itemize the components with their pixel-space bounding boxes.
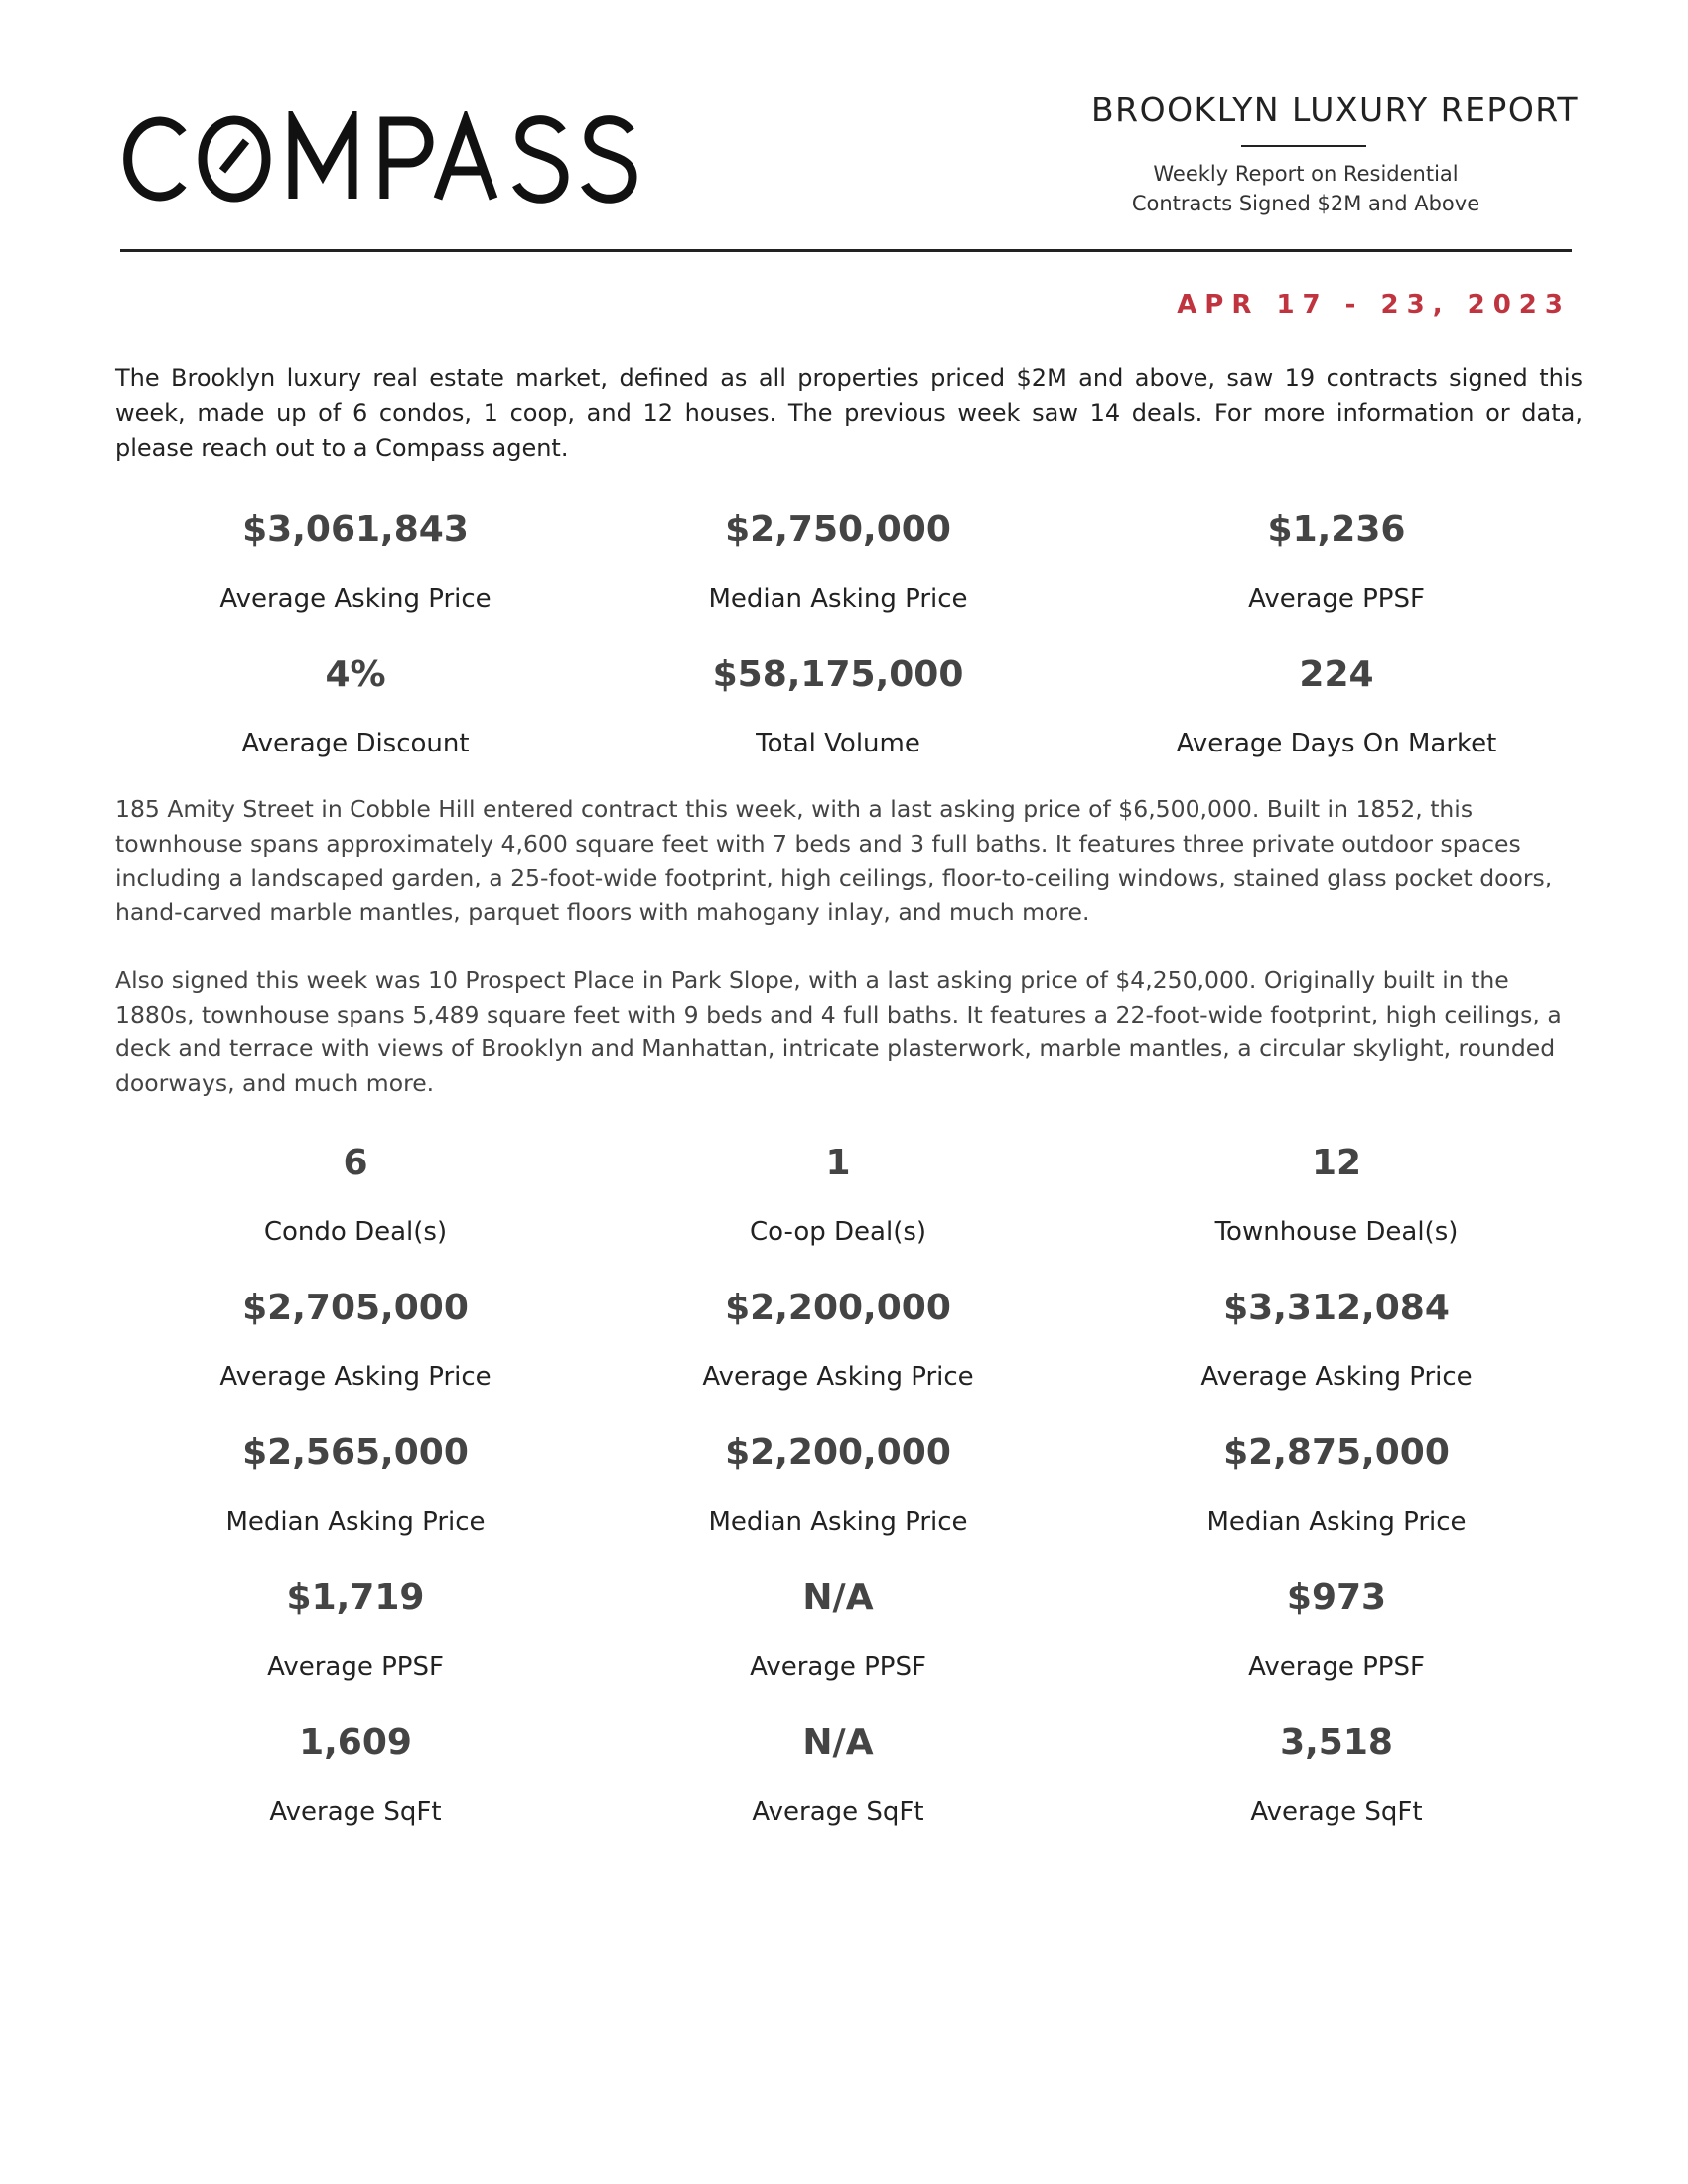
stat-value: N/A [802, 1577, 874, 1618]
stat-average-ppsf [1098, 508, 1575, 615]
stat-value: $2,705,000 [242, 1288, 469, 1328]
townhouse-median-asking-price [1098, 1432, 1575, 1539]
stat-value: 1,609 [299, 1722, 412, 1763]
stat-value: 1 [825, 1143, 851, 1183]
stat-value: $1,236 [1267, 509, 1406, 550]
date-range: APR 17 - 23, 2023 [1177, 290, 1571, 320]
stat-label: Median Asking Price [708, 1507, 968, 1537]
stat-label: Median Asking Price [225, 1507, 486, 1537]
stat-total-volume [600, 653, 1076, 760]
condo-average-sqft [117, 1721, 594, 1829]
stat-value: $3,061,843 [242, 509, 469, 550]
stat-label: Average Asking Price [702, 1362, 974, 1392]
townhouse-deals [1098, 1142, 1575, 1249]
stat-label: Average SqFt [1250, 1797, 1423, 1827]
stat-value: 4% [325, 654, 386, 695]
stat-label: Average SqFt [752, 1797, 924, 1827]
coop-average-ppsf [600, 1576, 1076, 1684]
coop-median-asking-price [600, 1432, 1076, 1539]
stat-label: Co-op Deal(s) [749, 1217, 927, 1247]
stat-average-days-on-market [1098, 653, 1575, 760]
stat-value: $1,719 [286, 1577, 425, 1618]
stat-label: Average Asking Price [219, 1362, 492, 1392]
subtitle-line-1: Weekly Report on Residential [1153, 162, 1459, 186]
stat-label: Average Asking Price [219, 584, 492, 614]
stat-value: 6 [343, 1143, 368, 1183]
stat-label: Average Discount [241, 729, 470, 758]
stat-label: Condo Deal(s) [263, 1217, 448, 1247]
stat-value: $973 [1286, 1577, 1387, 1618]
stat-label: Average PPSF [1248, 1652, 1425, 1682]
compass-logo [121, 111, 757, 206]
compass-wordmark-icon [121, 111, 757, 206]
stat-label: Average SqFt [269, 1797, 442, 1827]
stat-value: N/A [802, 1722, 874, 1763]
stat-value: $2,750,000 [725, 509, 951, 550]
stat-label: Average PPSF [267, 1652, 444, 1682]
stat-label: Average PPSF [750, 1652, 926, 1682]
townhouse-average-sqft [1098, 1721, 1575, 1829]
stat-value: 3,518 [1280, 1722, 1393, 1763]
coop-deals [600, 1142, 1076, 1249]
intro-paragraph: The Brooklyn luxury real estate market, defined as all properties priced $2M and above, saw 19 contracts signed this week, made up of 6 condos, 1 coop, and 12 houses. The previous week saw 14 deals. For more information or data, please reach out to a Compass agent. [115, 364, 1583, 462]
condo-deals [117, 1142, 594, 1249]
stat-label: Townhouse Deal(s) [1214, 1217, 1459, 1247]
condo-average-asking-price [117, 1287, 594, 1394]
coop-average-asking-price [600, 1287, 1076, 1394]
report-title: BROOKLYN LUXURY REPORT [1091, 90, 1579, 129]
stat-value: $2,565,000 [242, 1433, 469, 1473]
condo-median-asking-price [117, 1432, 594, 1539]
subtitle-line-2: Contracts Signed $2M and Above [1131, 192, 1480, 215]
stat-value: $3,312,084 [1223, 1288, 1450, 1328]
condo-average-ppsf [117, 1576, 594, 1684]
stat-label: Average PPSF [1248, 584, 1425, 614]
stat-label: Median Asking Price [708, 584, 968, 614]
title-divider [1241, 145, 1366, 147]
stat-value: 224 [1299, 654, 1374, 695]
stat-median-asking-price [600, 508, 1076, 615]
stat-label: Average Asking Price [1200, 1362, 1473, 1392]
townhouse-average-asking-price [1098, 1287, 1575, 1394]
highlight-paragraph-2: Also signed this week was 10 Prospect Place in Park Slope, with a last asking price of $4,250,000. Originally built in the 1880s, townhouse spans 5,489 square feet with 9 beds and 4 full baths. It features a 22-foot-wide footprint, high ceilings, a deck and terrace with views of Brooklyn and Manhattan, intricate plasterwork, marble mantles, a circular skylight, rounded doorways, and much more. [115, 966, 1562, 1097]
coop-average-sqft [600, 1721, 1076, 1829]
stat-average-discount [117, 653, 594, 760]
report-subtitle [1053, 159, 1559, 218]
stat-label: Total Volume [756, 729, 920, 758]
stat-value: $2,200,000 [725, 1433, 951, 1473]
stat-value: $58,175,000 [712, 654, 964, 695]
stat-value: $2,875,000 [1223, 1433, 1450, 1473]
townhouse-average-ppsf [1098, 1576, 1575, 1684]
stat-average-asking-price [117, 508, 594, 615]
header-divider [120, 249, 1572, 252]
highlight-paragraph-1: 185 Amity Street in Cobble Hill entered contract this week, with a last asking price of $6,500,000. Built in 1852, this townhouse spans approximately 4,600 square feet with 7 beds and 3 full baths. It features three private outdoor spaces including a landscaped garden, a 25-foot-wide footprint, high ceilings, floor-to-ceiling windows, stained glass pocket doors, hand-carved marble mantles, parquet floors with mahogany inlay, and much more. [115, 795, 1553, 926]
stat-value: 12 [1311, 1143, 1362, 1183]
stat-label: Average Days On Market [1176, 729, 1497, 758]
stat-label: Median Asking Price [1206, 1507, 1467, 1537]
stat-value: $2,200,000 [725, 1288, 951, 1328]
